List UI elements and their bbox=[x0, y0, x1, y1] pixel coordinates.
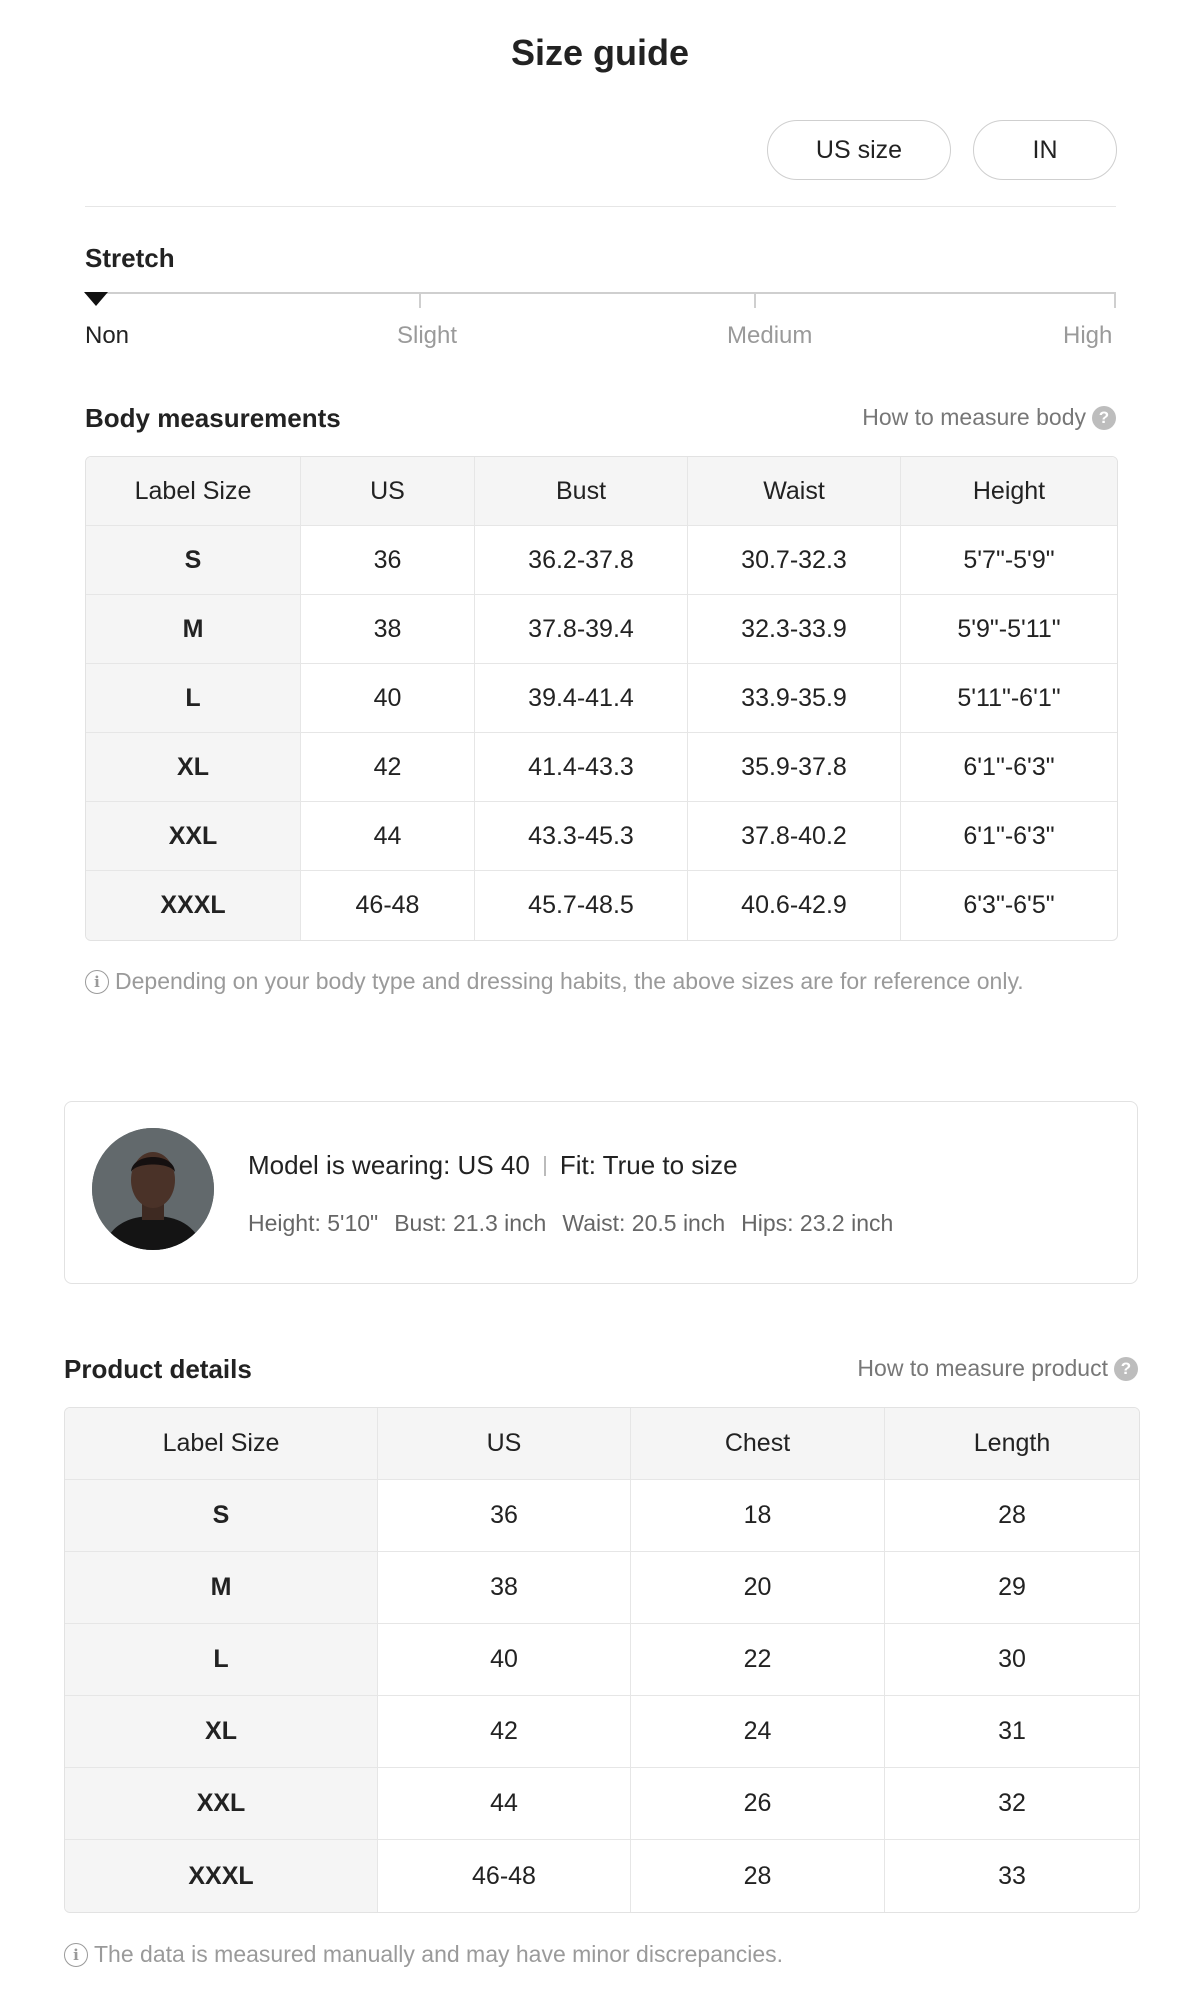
table-cell: 32 bbox=[885, 1768, 1139, 1840]
column-header: Bust bbox=[475, 457, 688, 526]
table-cell: 24 bbox=[631, 1696, 885, 1768]
size-label-cell: M bbox=[65, 1552, 378, 1624]
column-header: Height bbox=[901, 457, 1117, 526]
table-cell: 46-48 bbox=[301, 871, 475, 940]
unit-toggles bbox=[767, 120, 1117, 180]
model-info-card bbox=[64, 1101, 1138, 1284]
model-hips: Hips: 23.2 inch bbox=[741, 1210, 894, 1236]
header-divider bbox=[85, 206, 1116, 207]
column-header: US bbox=[378, 1408, 631, 1480]
column-header: Label Size bbox=[65, 1408, 378, 1480]
table-cell: 44 bbox=[378, 1768, 631, 1840]
size-label-cell: XL bbox=[65, 1696, 378, 1768]
size-label-cell: L bbox=[86, 664, 301, 733]
stretch-level-slight: Slight bbox=[397, 322, 458, 349]
stretch-tick-medium bbox=[754, 292, 756, 308]
model-measurements bbox=[248, 1210, 893, 1237]
model-bust: Bust: 21.3 inch bbox=[394, 1210, 547, 1236]
body-measurements-note-text: Depending on your body type and dressing habits, the above sizes are for reference only. bbox=[115, 968, 1024, 994]
product-details-table bbox=[64, 1407, 1140, 1913]
table-row bbox=[65, 1624, 1139, 1696]
table-cell: 32.3-33.9 bbox=[688, 595, 901, 664]
stretch-level-non: Non bbox=[85, 322, 130, 349]
size-label-cell: XXXL bbox=[65, 1840, 378, 1912]
product-details-title: Product details bbox=[64, 1354, 252, 1384]
table-row bbox=[86, 595, 1117, 664]
size-label-cell: L bbox=[65, 1624, 378, 1696]
table-cell: 40.6-42.9 bbox=[688, 871, 901, 940]
column-header: Chest bbox=[631, 1408, 885, 1480]
us-size-toggle[interactable]: US size bbox=[767, 120, 951, 180]
stretch-scale-track bbox=[85, 292, 1116, 294]
stretch-title: Stretch bbox=[85, 243, 175, 273]
size-label-cell: S bbox=[86, 526, 301, 595]
table-header-row bbox=[86, 457, 1117, 526]
size-label-cell: XXXL bbox=[86, 871, 301, 940]
table-cell: 40 bbox=[301, 664, 475, 733]
table-row bbox=[86, 802, 1117, 871]
question-circle-icon: ? bbox=[1114, 1357, 1138, 1381]
table-cell: 33 bbox=[998, 1861, 1026, 1890]
table-cell: 28 bbox=[631, 1840, 885, 1912]
question-circle-icon: ? bbox=[1092, 406, 1116, 430]
table-cell: 43.3-45.3 bbox=[475, 802, 688, 871]
model-waist: Waist: 20.5 inch bbox=[562, 1210, 726, 1236]
table-cell: 36 bbox=[301, 526, 475, 595]
table-row bbox=[65, 1768, 1139, 1840]
table-row bbox=[86, 664, 1117, 733]
table-cell: 41.4-43.3 bbox=[475, 733, 688, 802]
table-cell: 36 bbox=[378, 1480, 631, 1552]
table-cell: 20 bbox=[631, 1552, 885, 1624]
table-cell: 31 bbox=[885, 1696, 1139, 1768]
model-wearing-size: Model is wearing: US 40 bbox=[248, 1150, 530, 1180]
table-cell: 5'7"-5'9" bbox=[901, 526, 1117, 595]
table-row bbox=[86, 526, 1117, 595]
size-label-cell: XL bbox=[86, 733, 301, 802]
table-cell: 26 bbox=[631, 1768, 885, 1840]
model-avatar bbox=[92, 1128, 214, 1250]
how-to-measure-product-link[interactable] bbox=[857, 1355, 1138, 1382]
table-cell: 30.7-32.3 bbox=[688, 526, 901, 595]
table-row bbox=[86, 733, 1117, 802]
body-measurements-note bbox=[85, 968, 1024, 995]
model-portrait-image bbox=[92, 1128, 214, 1250]
table-cell: 38 bbox=[301, 595, 475, 664]
size-label-cell: M bbox=[86, 595, 301, 664]
table-cell: 38 bbox=[378, 1552, 631, 1624]
column-header: US bbox=[301, 457, 475, 526]
table-cell: 36.2-37.8 bbox=[475, 526, 688, 595]
stretch-tick-high bbox=[1114, 292, 1116, 308]
column-header: Length bbox=[885, 1408, 1139, 1480]
table-cell: 46-48 bbox=[378, 1840, 631, 1912]
table-cell: 37.8-40.2 bbox=[688, 802, 901, 871]
triangle-down-icon bbox=[84, 292, 108, 306]
how-to-measure-body-label: How to measure body bbox=[862, 404, 1086, 430]
page-title: Size guide bbox=[510, 32, 690, 73]
column-header: Label Size bbox=[86, 457, 301, 526]
table-cell: 18 bbox=[631, 1480, 885, 1552]
table-cell: 40 bbox=[378, 1624, 631, 1696]
table-row bbox=[65, 1840, 1139, 1912]
body-measurements-table bbox=[85, 456, 1118, 941]
size-label-cell: S bbox=[65, 1480, 378, 1552]
size-label-cell: XXL bbox=[86, 802, 301, 871]
table-row bbox=[65, 1696, 1139, 1768]
model-wearing-line bbox=[248, 1150, 738, 1181]
separator bbox=[544, 1156, 546, 1176]
stretch-tick-slight bbox=[419, 292, 421, 308]
product-details-note-text: The data is measured manually and may have minor discrepancies. bbox=[94, 1941, 784, 1967]
product-details-note bbox=[64, 1941, 783, 1968]
how-to-measure-body-link[interactable] bbox=[862, 404, 1116, 431]
stretch-level-medium: Medium bbox=[727, 322, 813, 349]
table-cell: 6'1"-6'3" bbox=[901, 802, 1117, 871]
model-height: Height: 5'10" bbox=[248, 1210, 379, 1236]
table-cell: 28 bbox=[885, 1480, 1139, 1552]
table-header-row bbox=[65, 1408, 1139, 1480]
table-cell: 35.9-37.8 bbox=[688, 733, 901, 802]
table-row bbox=[65, 1552, 1139, 1624]
table-cell: 33.9-35.9 bbox=[688, 664, 901, 733]
model-fit: Fit: True to size bbox=[559, 1150, 738, 1180]
table-cell: 5'9"-5'11" bbox=[901, 595, 1117, 664]
table-row bbox=[86, 871, 1117, 940]
table-cell: 45.7-48.5 bbox=[475, 871, 688, 940]
table-cell: 42 bbox=[378, 1696, 631, 1768]
body-measurements-title: Body measurements bbox=[85, 403, 341, 433]
table-cell: 44 bbox=[301, 802, 475, 871]
table-cell: 6'1"-6'3" bbox=[901, 733, 1117, 802]
table-cell: 42 bbox=[301, 733, 475, 802]
table-cell: 5'11"-6'1" bbox=[901, 664, 1117, 733]
info-circle-icon: i bbox=[85, 970, 109, 994]
table-cell: 39.4-41.4 bbox=[475, 664, 688, 733]
info-circle-icon: i bbox=[64, 1943, 88, 1967]
stretch-level-high: High bbox=[1063, 322, 1113, 349]
table-cell: 29 bbox=[885, 1552, 1139, 1624]
how-to-measure-product-label: How to measure product bbox=[857, 1355, 1108, 1381]
inch-unit-toggle[interactable]: IN bbox=[973, 120, 1117, 180]
table-cell: 22 bbox=[631, 1624, 885, 1696]
table-cell: 6'3"-6'5" bbox=[963, 891, 1055, 919]
size-label-cell: XXL bbox=[65, 1768, 378, 1840]
table-cell: 30 bbox=[885, 1624, 1139, 1696]
column-header: Waist bbox=[688, 457, 901, 526]
table-cell: 37.8-39.4 bbox=[475, 595, 688, 664]
table-row bbox=[65, 1480, 1139, 1552]
